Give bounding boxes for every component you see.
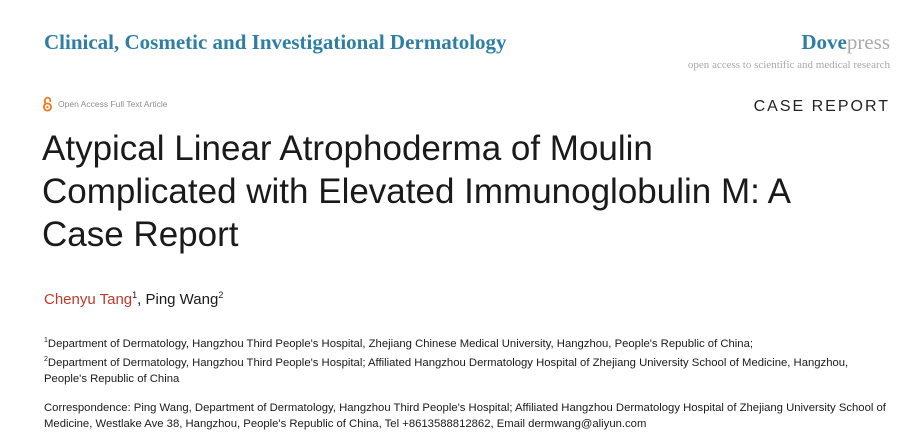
- affiliation-text: Department of Dermatology, Hangzhou Third People's Hospital; Affiliated Hangzhou Dermatology Hospital of Zhejiang University School of Medicine, Hangzhou, People's Republic of China: [44, 357, 849, 385]
- author-name[interactable]: Chenyu Tang: [44, 291, 133, 308]
- affiliation-text: Department of Dermatology, Hangzhou Third People's Hospital, Zhejiang Chinese Medical University, Hangzhou, People's Republic of China;: [47, 337, 753, 350]
- affiliation-item: [44, 352, 890, 387]
- open-access-badge: [42, 96, 167, 112]
- affiliations: [44, 333, 890, 387]
- open-access-label: Open Access Full Text Article: [58, 99, 168, 109]
- affiliation-marker: 2: [44, 356, 48, 364]
- affiliation-marker: 1: [44, 337, 48, 344]
- article-type: CASE REPORT: [753, 98, 890, 115]
- author-list: [44, 290, 223, 308]
- correspondence: Correspondence: Ping Wang, Department of Dermatology, Hangzhou Third People's Hospital; Affiliated Hangzhou Dermatology Hospital of Zhejiang University School of Medicine, Westlake Ave 38, Hangzhou, People's Republic of China, Tel +8613588812862, Email dermwang@aliyun.com: [44, 402, 886, 430]
- publisher-logo-secondary: press: [846, 30, 890, 54]
- article-title: Atypical Linear Atrophoderma of Moulin Complicated with Elevated Immunoglobulin M: A Case Report: [42, 129, 790, 254]
- author-affiliation-marker: 2: [218, 290, 224, 300]
- publisher-logo-primary: Dove: [801, 30, 847, 54]
- author-separator: ,: [137, 291, 146, 308]
- journal-title: Clinical, Cosmetic and Investigational Dermatology: [44, 30, 507, 54]
- open-access-icon: [42, 96, 53, 112]
- author-affiliation-marker: 1: [132, 290, 138, 300]
- publisher-tagline: open access to scientific and medical research: [687, 59, 890, 71]
- affiliation-item: [44, 333, 890, 352]
- author-name[interactable]: Ping Wang: [145, 291, 219, 308]
- publisher-logo: [801, 30, 890, 55]
